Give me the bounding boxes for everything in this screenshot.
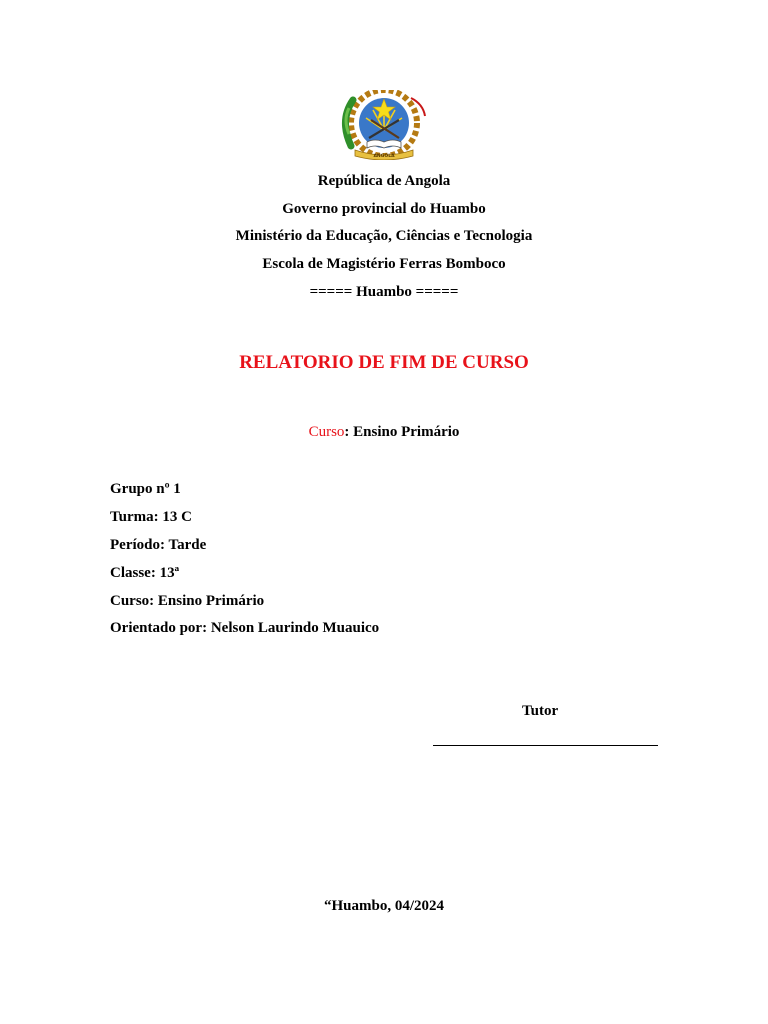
- place-date: “Huambo, 04/2024: [323, 898, 444, 914]
- period: Período: Tarde: [110, 537, 207, 553]
- course-label: Curso: [308, 424, 345, 440]
- school-name: Escola de Magistério Ferras Bomboco: [262, 256, 506, 272]
- angola-coat-of-arms-icon: [331, 90, 437, 160]
- advisor: Orientado por: Nelson Laurindo Muauico: [110, 620, 380, 636]
- class-group: Turma: 13 C: [110, 509, 192, 525]
- svg-text:ANGOLA: ANGOLA: [373, 154, 395, 159]
- tutor-label: Tutor: [522, 703, 559, 719]
- provincial-government: Governo provincial do Huambo: [282, 201, 486, 217]
- course-line: [0, 424, 768, 441]
- grade: Classe: 13ª: [110, 565, 180, 581]
- group-number: Grupo nº 1: [110, 481, 181, 497]
- report-title: RELATORIO DE FIM DE CURSO: [239, 352, 529, 373]
- city-banner: ===== Huambo =====: [309, 284, 459, 300]
- signature-line: [433, 745, 658, 746]
- country-name: República de Angola: [317, 173, 451, 189]
- course-value: : Ensino Primário: [344, 424, 460, 440]
- course-detail: Curso: Ensino Primário: [110, 593, 265, 609]
- ministry-name: Ministério da Educação, Ciências e Tecnologia: [235, 228, 533, 244]
